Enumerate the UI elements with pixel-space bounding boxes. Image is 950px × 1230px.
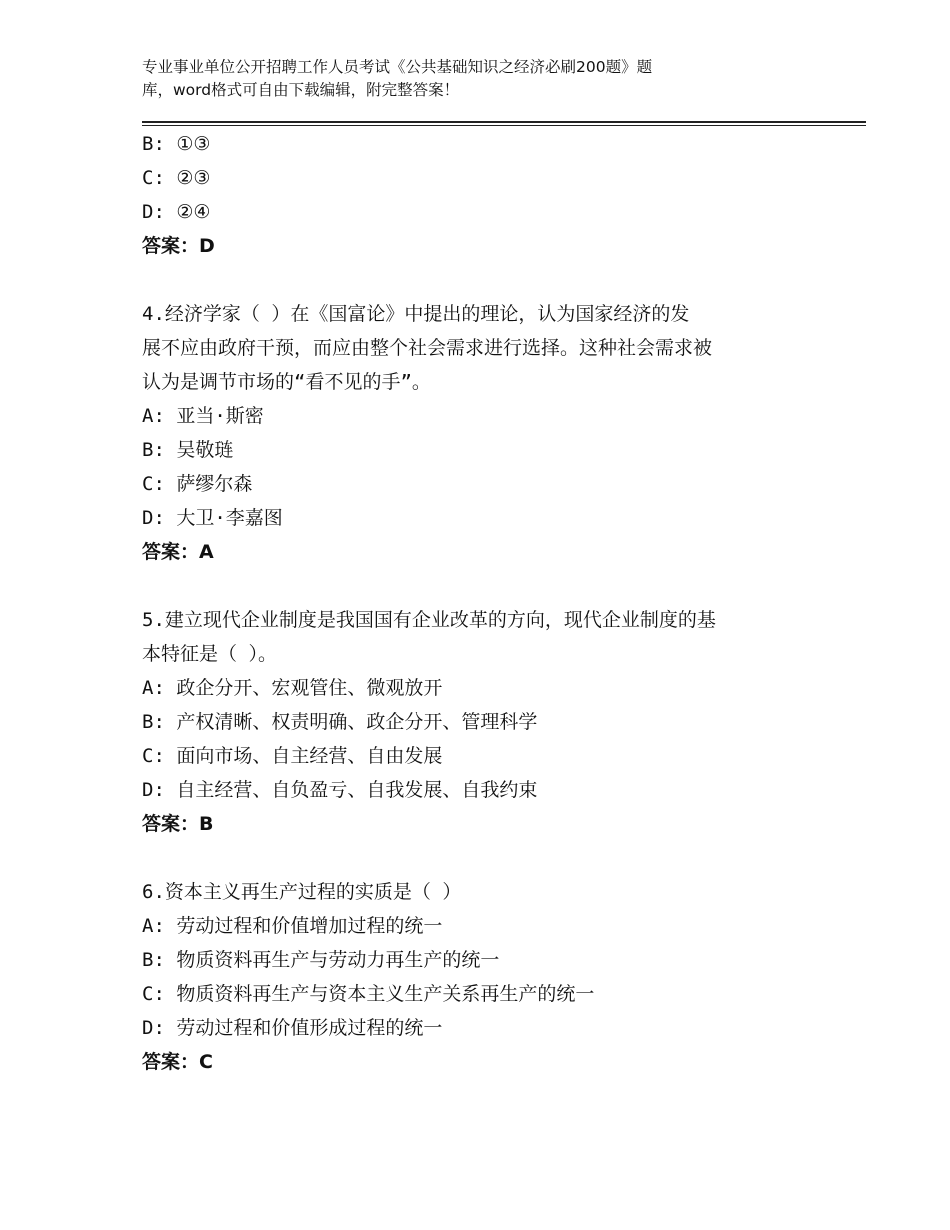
question-stem-line: 5.建立现代企业制度是我国国有企业改革的方向，现代企业制度的基	[142, 609, 716, 631]
option-c: C: 面向市场、自主经营、自由发展	[142, 745, 443, 767]
document-body	[142, 127, 822, 1079]
spacer	[142, 841, 822, 875]
option-b: B: 物质资料再生产与劳动力再生产的统一	[142, 949, 500, 971]
answer-line: 答案：B	[142, 813, 214, 835]
question-stem-line: 认为是调节市场的“看不见的手”。	[142, 371, 431, 393]
option-b: B: 吴敬琏	[142, 439, 234, 461]
spacer	[142, 569, 822, 603]
option-d: D: ②④	[142, 201, 211, 223]
question-stem-line: 本特征是（ ）。	[142, 643, 277, 665]
header-line-1: 专业事业单位公开招聘工作人员考试《公共基础知识之经济必刷200题》题	[142, 58, 653, 76]
option-c: C: ②③	[142, 167, 211, 189]
question-6	[142, 875, 822, 1079]
header-rule-thick	[142, 121, 866, 123]
question-4	[142, 297, 822, 569]
option-a: A: 亚当·斯密	[142, 405, 264, 427]
option-c: C: 物质资料再生产与资本主义生产关系再生产的统一	[142, 983, 595, 1005]
question-3-tail	[142, 127, 822, 263]
question-stem-line: 6.资本主义再生产过程的实质是（ ）	[142, 881, 462, 903]
question-5	[142, 603, 822, 841]
option-d: D: 劳动过程和价值形成过程的统一	[142, 1017, 443, 1039]
question-stem-line: 展不应由政府干预，而应由整个社会需求进行选择。这种社会需求被	[142, 337, 713, 359]
spacer	[142, 263, 822, 297]
option-d: D: 大卫·李嘉图	[142, 507, 283, 529]
option-a: A: 劳动过程和价值增加过程的统一	[142, 915, 443, 937]
answer-line: 答案：A	[142, 541, 214, 563]
option-b: B: ①③	[142, 133, 211, 155]
header-rule-thin	[142, 125, 866, 126]
option-a: A: 政企分开、宏观管住、微观放开	[142, 677, 443, 699]
header-line-2: 库，word格式可自由下载编辑，附完整答案！	[142, 81, 460, 99]
document-header	[142, 56, 782, 102]
answer-line: 答案：D	[142, 235, 215, 257]
option-d: D: 自主经营、自负盈亏、自我发展、自我约束	[142, 779, 538, 801]
option-c: C: 萨缪尔森	[142, 473, 253, 495]
question-stem-line: 4.经济学家（ ）在《国富论》中提出的理论，认为国家经济的发	[142, 303, 690, 325]
answer-line: 答案：C	[142, 1051, 213, 1073]
option-b: B: 产权清晰、权责明确、政企分开、管理科学	[142, 711, 538, 733]
